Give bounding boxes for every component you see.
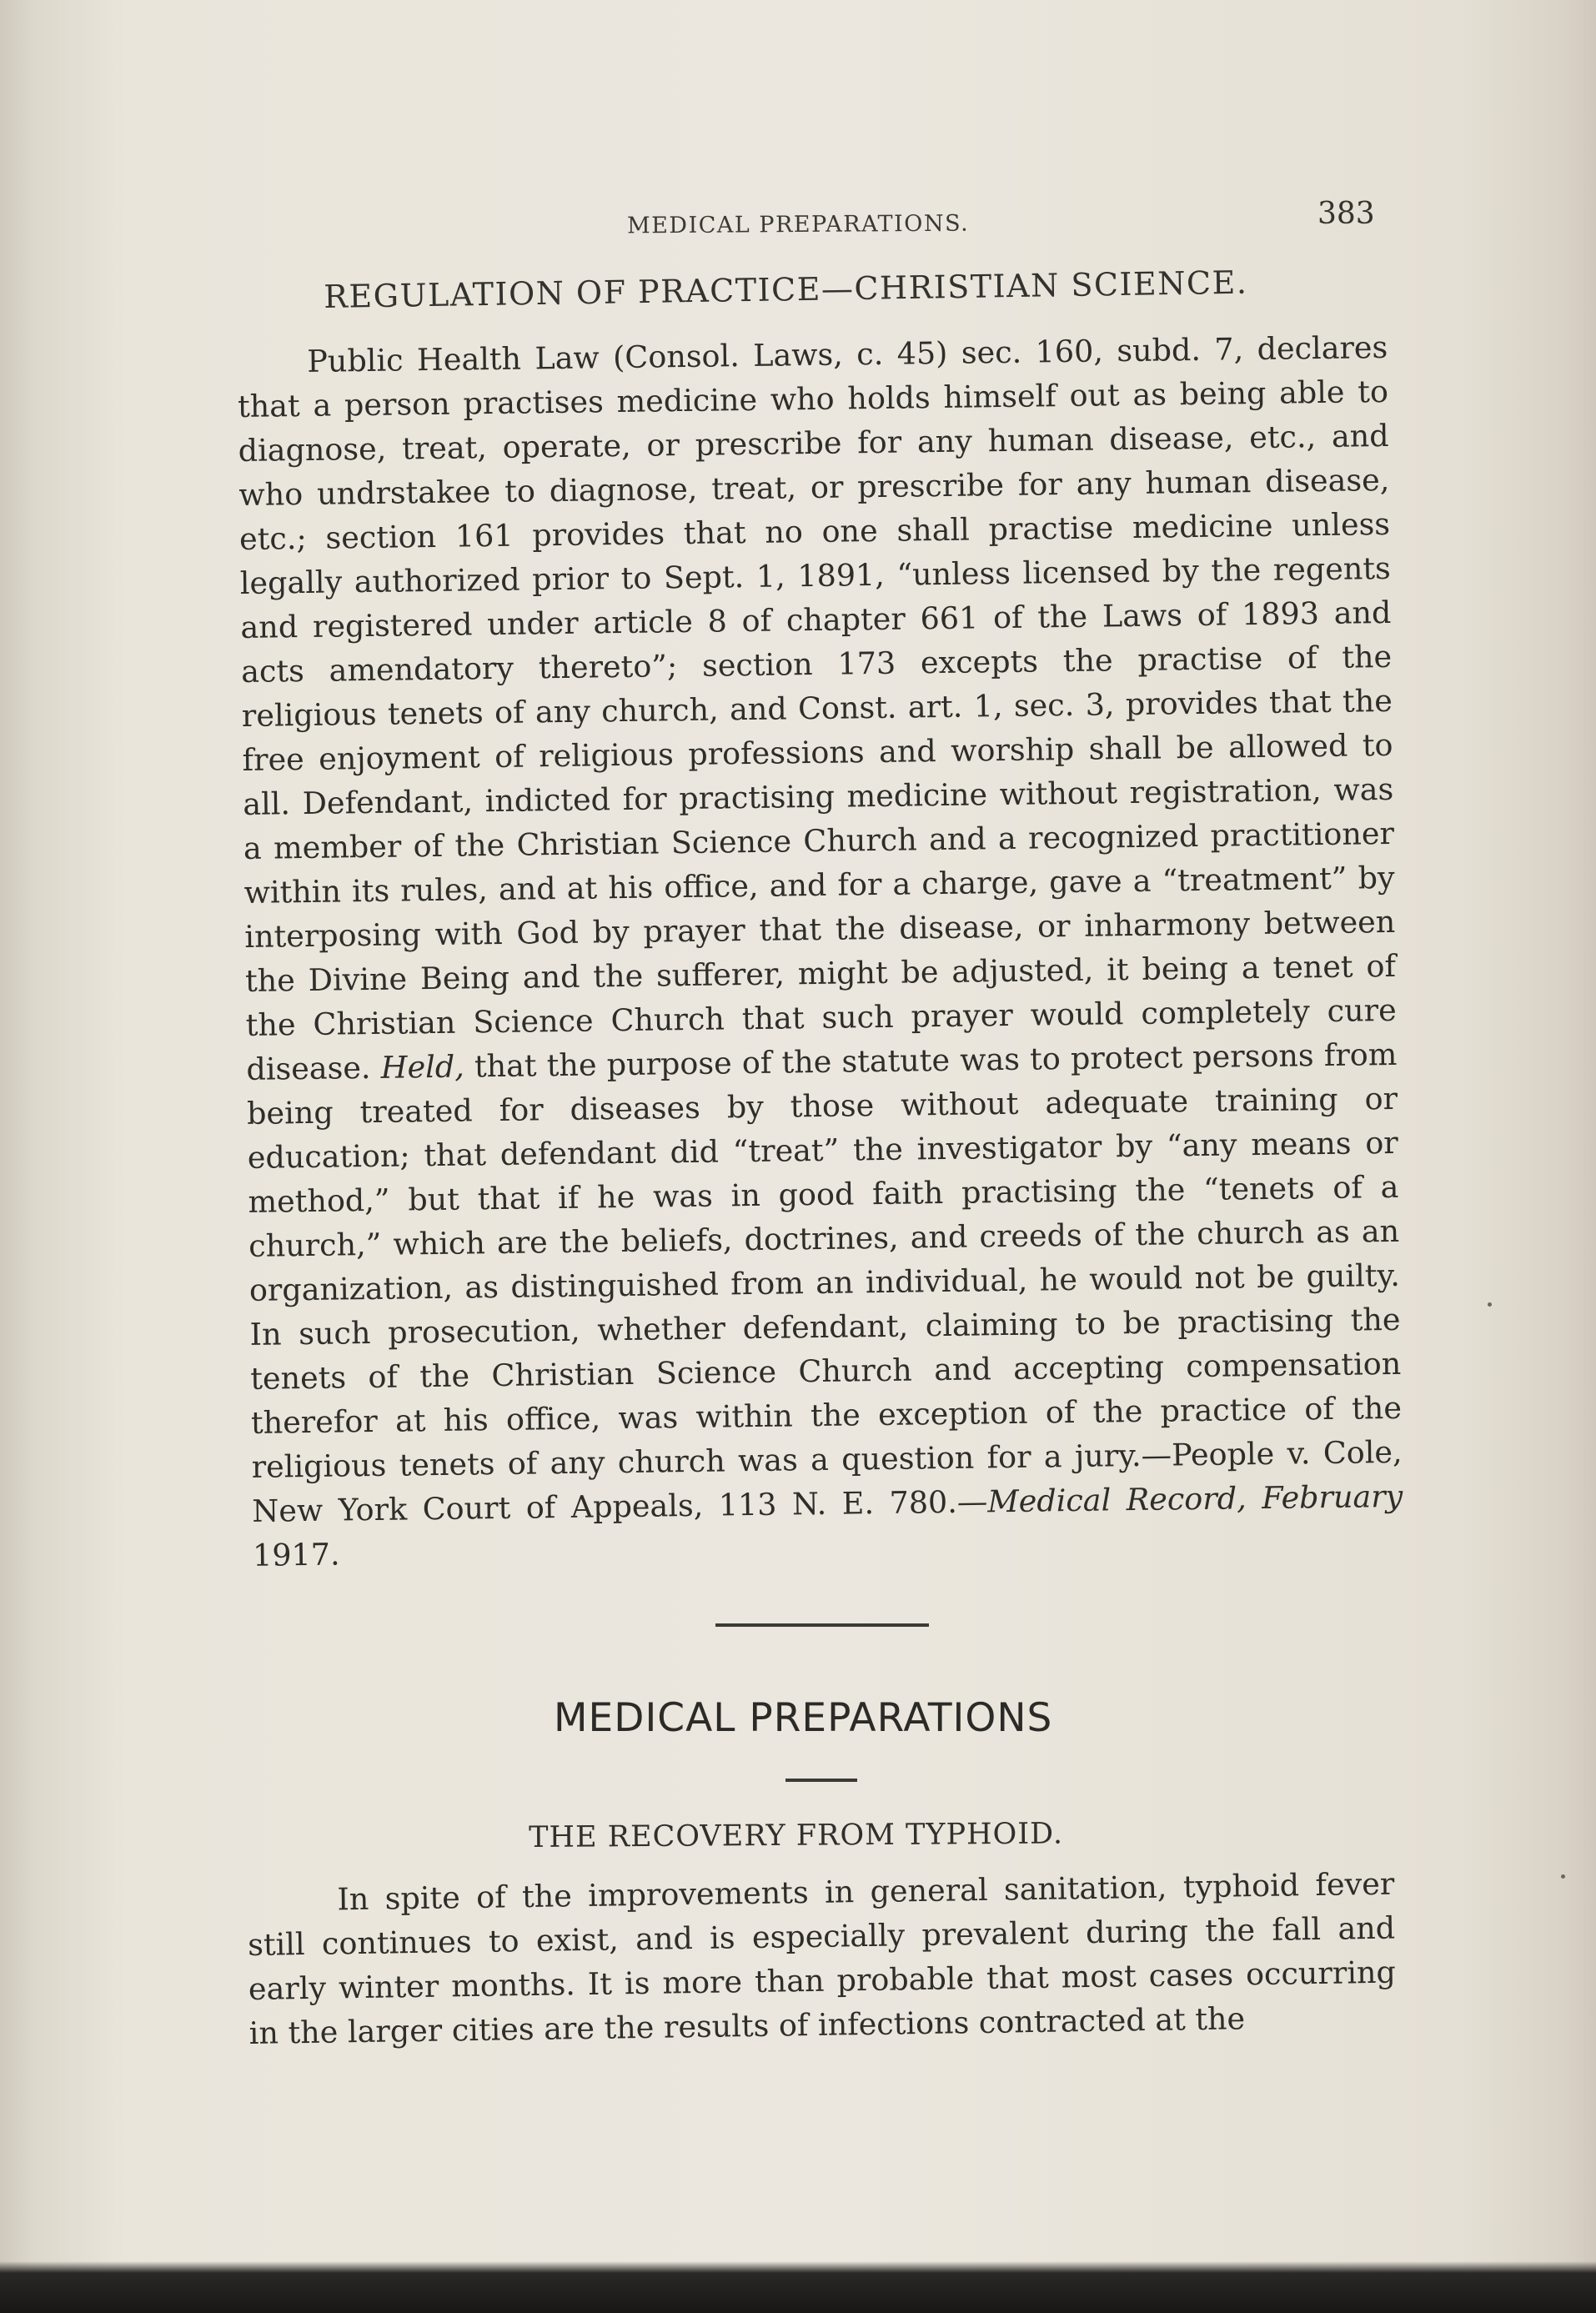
citation-medical-record: —Medical Record, February [956,1478,1403,1520]
sub-heading: THE RECOVERY FROM TYPHOID. [529,1817,1064,1854]
section-title: REGULATION OF PRACTICE—CHRISTIAN SCIENCE. [324,263,1248,315]
held-italic: Held, [380,1048,465,1086]
paragraph-regulation [237,325,1403,1578]
running-head: MEDICAL PREPARATIONS. [626,210,970,239]
paper-speck [1488,1302,1492,1307]
paragraph-regulation-part1: Public Health Law (Consol. Laws, c. 45) sec. 160, subd. 7, declares that a person practises medicine who holds himself out as being able to diagnose, treat, operate, or prescribe for any human disease, etc., and who undrstakee to diagnose, treat, or prescribe for any human disease, etc.; section 161 provides that no one shall practise medicine unless legally authorized prior to Sept. 1, 1891, “unless licensed by the regents and registered under article 8 of chapter 661 of the Laws of 1893 and acts amendatory thereto”; section 173 excepts the practise of the religious tenets of any church, and Const. art. 1, sec. 3, provides that the free enjoyment of religious professions and worship shall be allowed to all. Defendant, indicted for practising medicine without registration, was a member of the Christian Science Church and a recognized practitioner within its rules, and at his office, and for a charge, gave a “treatment” by interposing with God by prayer that the disease, or inharmony between the Divine Being and the sufferer, might be adjusted, it being a tenet of the Christian Science Church that such prayer would completely cure disease. [237,329,1397,1087]
paper-speck [1561,1874,1565,1879]
major-heading: MEDICAL PREPARATIONS [554,1695,1053,1741]
section-divider [715,1623,929,1627]
citation-year: 1917. [252,1536,340,1573]
page-number: 383 [1317,197,1375,231]
page-shadow [0,2261,1596,2313]
paragraph-regulation-part2: that the purpose of the statute was to protect persons from being treated for diseases by those without adequate training or education; that defendant did “treat” the investigator by “any means or method,” but that if he was in good faith practising the “tenets of a church,” which are the beliefs, doctrines, and creeds of the church as an organization, as distinguished from an individual, he would not be guilty. In such prosecution, whether defendant, claiming to be practising the tenets of the Christian Science Church and accepting compensation therefor at his office, was within the exception of the practice of the religious tenets of any church was a question for a jury.—People v. Cole, New York Court of Appeals, 113 N. E. 780. [246,1036,1403,1529]
paragraph-typhoid: In spite of the improvements in general sanitation, typhoid fever still continues to exist, and is especially prevalent during the fall and early winter months. It is more than probable that most cases occurring in the larger cities are the results of infections contracted at the [247,1865,1397,2051]
heading-divider [785,1779,857,1782]
